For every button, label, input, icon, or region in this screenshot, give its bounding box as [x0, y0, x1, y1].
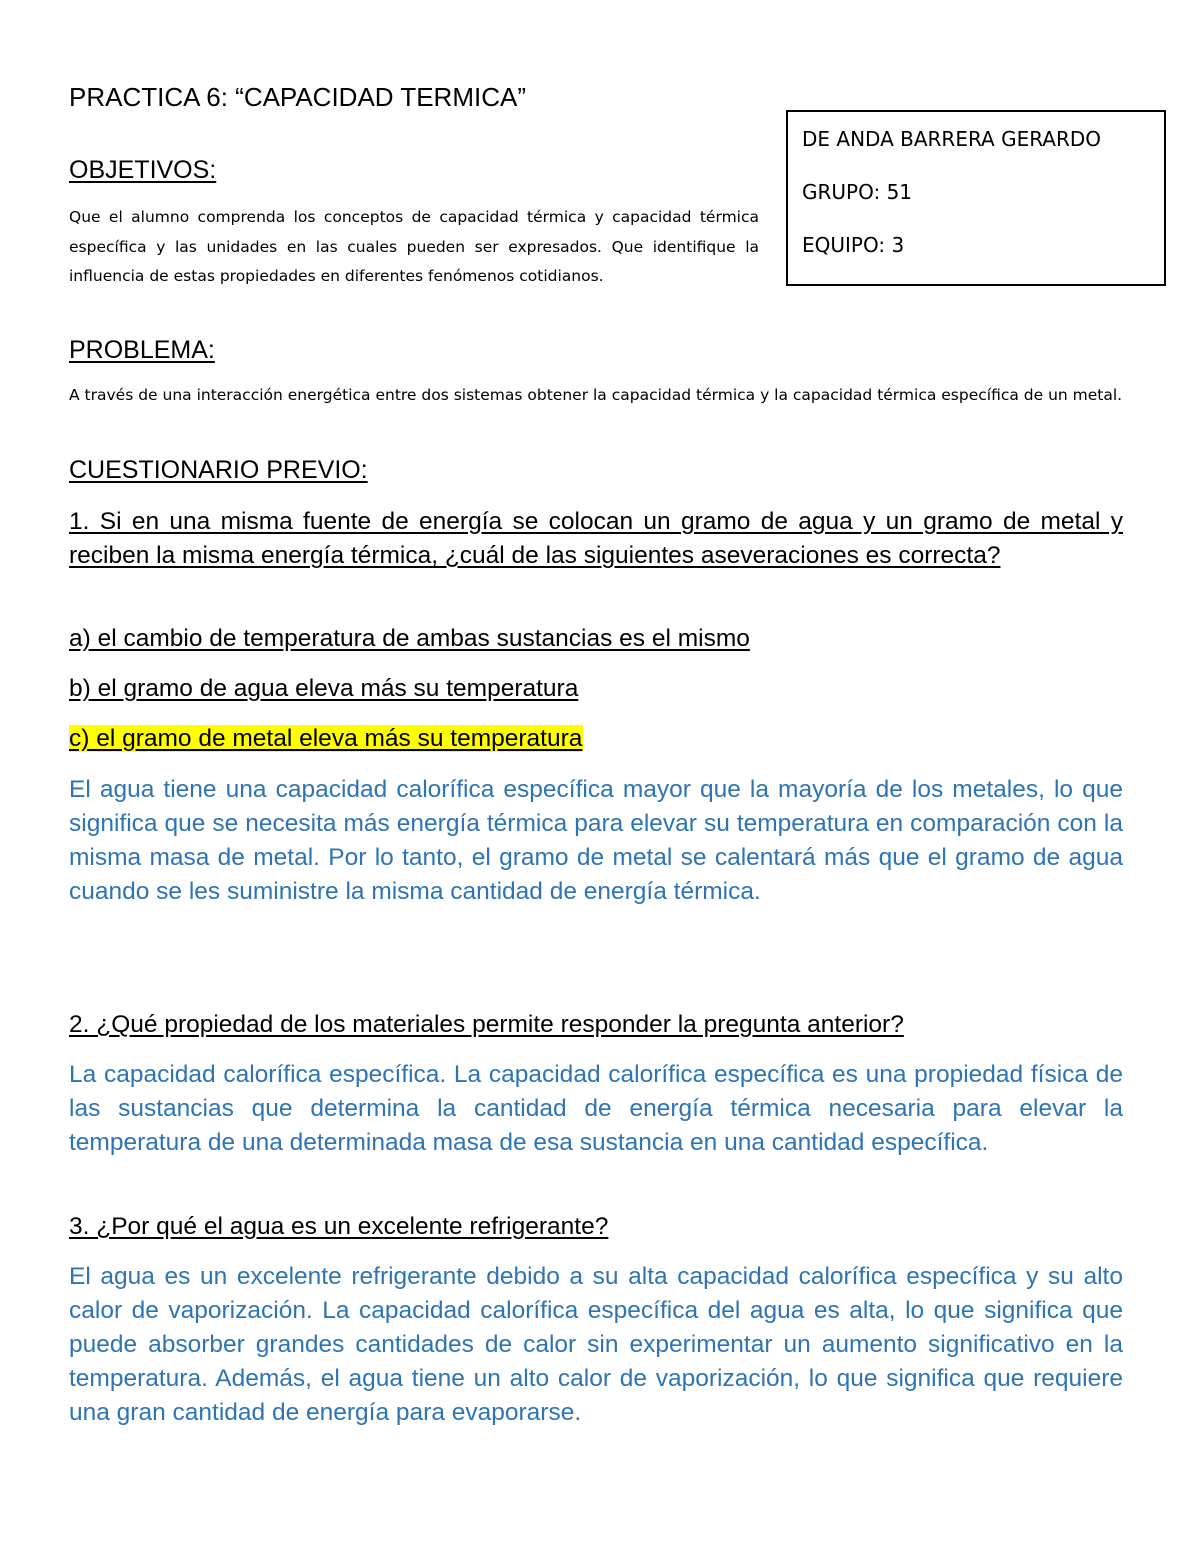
- option-c: [69, 722, 583, 756]
- objetivos-text: Que el alumno comprenda los conceptos de capacidad térmica y capacidad térmica específica y las unidades en las cuales pueden ser expresados. Que identifique la influencia de estas propiedades en diferentes fenómenos cotidianos.: [69, 208, 759, 285]
- team-number: EQUIPO: 3: [802, 233, 905, 257]
- answer-1: El agua tiene una capacidad calorífica específica mayor que la mayoría de los metales, lo que significa que se necesita más energía térmica para elevar su temperatura en comparación con la misma masa de metal. Por lo tanto, el gramo de metal se calentará más que el gramo de agua cuando se les suministre la misma cantidad de energía térmica.: [69, 776, 1123, 905]
- option-c-highlight: c) el gramo de metal eleva más su temperatura: [69, 725, 583, 752]
- answer-2: La capacidad calorífica específica. La capacidad calorífica específica es una propiedad física de las sustancias que determina la cantidad de energía térmica necesaria para elevar la temperatura de una determinada masa de esa sustancia en una cantidad específica.: [69, 1061, 1123, 1156]
- objetivos-heading: OBJETIVOS:: [69, 156, 217, 184]
- group-number: GRUPO: 51: [802, 180, 913, 204]
- problema-heading: PROBLEMA:: [69, 336, 215, 364]
- answer-3: El agua es un excelente refrigerante debido a su alta capacidad calorífica específica y su alto calor de vaporización. La capacidad calorífica específica del agua es alta, lo que significa que puede absorber grandes cantidades de calor sin experimentar un aumento significativo en la temperatura. Además, el agua tiene un alto calor de vaporización, lo que significa que requiere una gran cantidad de energía para evaporarse.: [69, 1263, 1123, 1426]
- page-title: PRACTICA 6: “CAPACIDAD TERMICA”: [69, 82, 526, 112]
- option-b: b) el gramo de agua eleva más su temperatura: [69, 675, 579, 702]
- question-3: 3. ¿Por qué el agua es un excelente refrigerante?: [69, 1213, 609, 1240]
- question-2: 2. ¿Qué propiedad de los materiales permite responder la pregunta anterior?: [69, 1011, 904, 1038]
- cuestionario-heading: CUESTIONARIO PREVIO:: [69, 456, 368, 484]
- student-name: DE ANDA BARRERA GERARDO: [802, 127, 1102, 151]
- problema-text: A través de una interacción energética entre dos sistemas obtener la capacidad térmica y la capacidad térmica específica de un metal.: [69, 386, 1123, 404]
- question-1: 1. Si en una misma fuente de energía se colocan un gramo de agua y un gramo de metal y reciben la misma energía térmica, ¿cuál de las siguientes aseveraciones es correcta?: [69, 508, 1123, 569]
- option-a: a) el cambio de temperatura de ambas sustancias es el mismo: [69, 625, 750, 652]
- student-info-box: [786, 110, 1166, 286]
